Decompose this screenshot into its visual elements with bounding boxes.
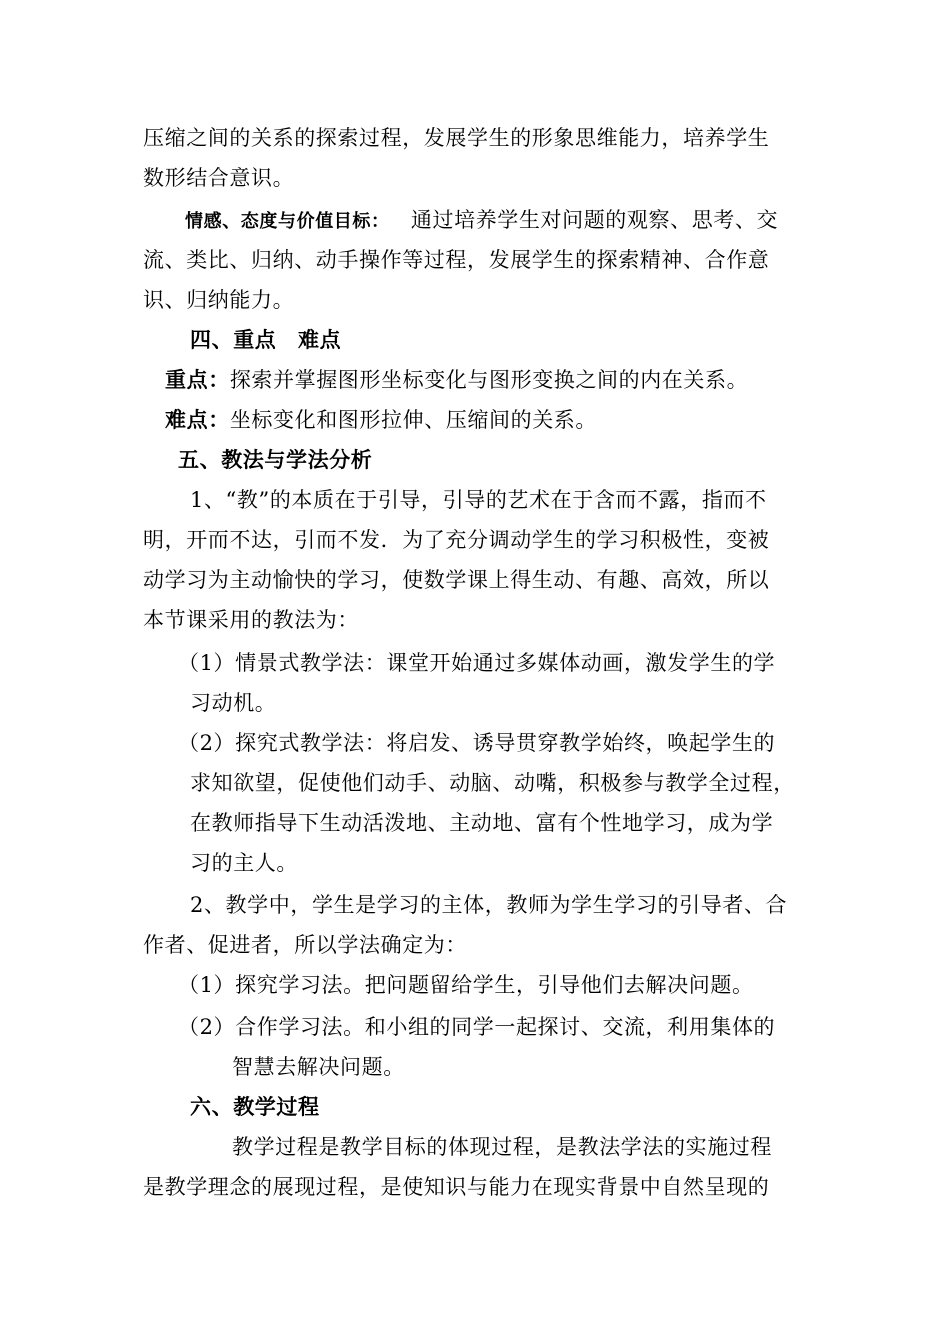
label-difficult-point: 难点： [165, 407, 230, 432]
paragraph-line [185, 205, 778, 237]
section-heading-key-points: 四、重点 难点 [190, 327, 342, 352]
section-heading-teaching-process: 六、教学过程 [190, 1094, 320, 1119]
paragraph-line: 教学过程是教学目标的体现过程，是教法学法的实施过程 [232, 1135, 772, 1159]
section-label-emotion-goal: 情感、态度与价值目标： [185, 211, 390, 232]
list-item: （1）探究学习法。把问题留给学生，引导他们去解决问题。 [178, 973, 754, 997]
paragraph-line: 习的主人。 [190, 851, 298, 875]
paragraph-line: 习动机。 [190, 691, 277, 715]
paragraph-line: 在教师指导下生动活泼地、主动地、富有个性地学习，成为学 [190, 811, 774, 835]
paragraph-line: 识、归纳能力。 [143, 288, 295, 312]
paragraph-line: 数形结合意识。 [143, 166, 295, 190]
paragraph-text: 探索并掌握图形坐标变化与图形变换之间的内在关系。 [229, 368, 749, 392]
paragraph-line: 本节课采用的教法为： [143, 608, 359, 632]
paragraph-line: 1、“教”的本质在于引导，引导的艺术在于含而不露，指而不 [190, 488, 767, 512]
paragraph-line: 动学习为主动愉快的学习，使数学课上得生动、有趣、高效，所以 [143, 568, 770, 592]
paragraph-text: 坐标变化和图形拉伸、压缩间的关系。 [229, 408, 598, 432]
paragraph-line: 流、类比、归纳、动手操作等过程，发展学生的探索精神、合作意 [143, 248, 770, 272]
list-item: （2）探究式教学法：将启发、诱导贯穿教学始终，唤起学生的 [178, 731, 776, 755]
paragraph-line: 是教学理念的展现过程，是使知识与能力在现实背景中自然呈现的 [143, 1175, 770, 1199]
paragraph-line: 求知欲望，促使他们动手、动脑、动嘴，积极参与教学全过程， [190, 771, 795, 795]
paragraph-line: 明，开而不达，引而不发．为了充分调动学生的学习积极性，变被 [143, 528, 770, 552]
paragraph-line: 作者、促进者，所以学法确定为： [143, 933, 467, 957]
list-item: （2）合作学习法。和小组的同学一起探讨、交流，利用集体的 [178, 1015, 776, 1039]
list-item: （1）情景式教学法：课堂开始通过多媒体动画，激发学生的学 [178, 651, 776, 675]
paragraph-line: 2、教学中，学生是学习的主体，教师为学生学习的引导者、合 [190, 893, 788, 917]
section-heading-teaching-methods: 五、教法与学法分析 [178, 447, 373, 472]
paragraph-line [165, 405, 597, 435]
label-key-point: 重点： [165, 367, 230, 392]
paragraph-text: 通过培养学生对问题的观察、思考、交 [410, 208, 779, 232]
paragraph-line [165, 365, 748, 395]
paragraph-line: 压缩之间的关系的探索过程，发展学生的形象思维能力，培养学生 [143, 126, 770, 150]
paragraph-line: 智慧去解决问题。 [232, 1055, 405, 1079]
